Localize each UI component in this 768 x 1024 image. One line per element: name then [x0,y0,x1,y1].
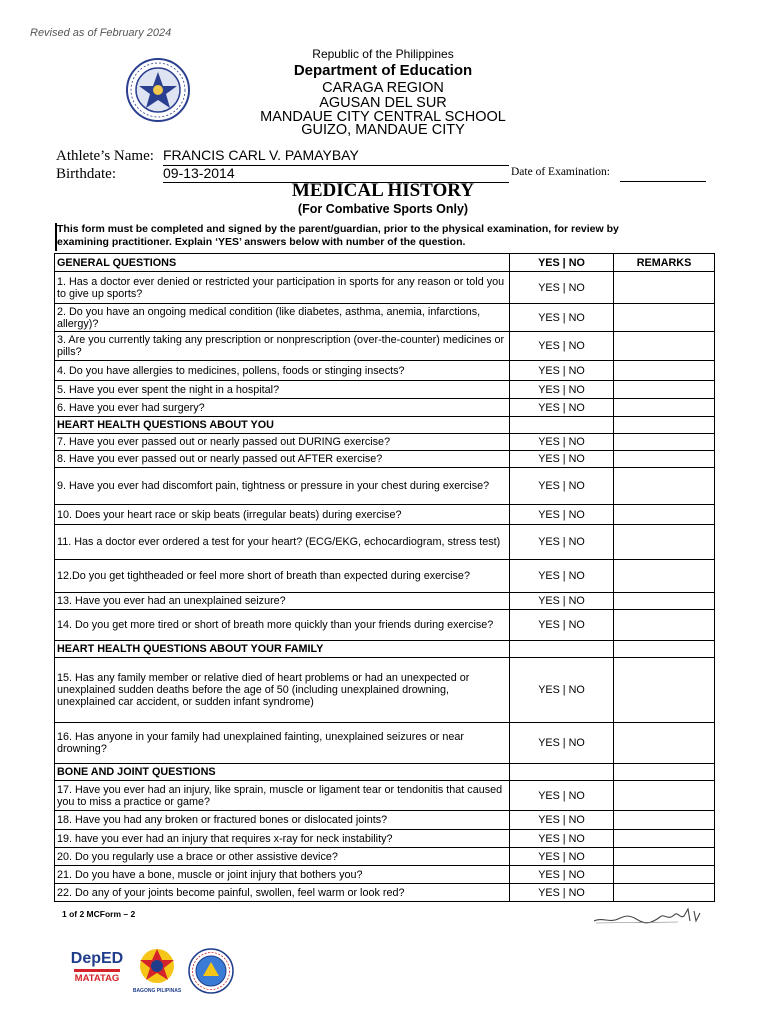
remarks-cell[interactable] [614,304,715,332]
col-question-header: GENERAL QUESTIONS [55,254,510,272]
table-row [55,272,715,304]
yes-no-answer[interactable]: YES | NO [510,434,614,451]
question-text: 10. Does your heart race or skip beats (irregular beats) during exercise? [55,505,510,525]
question-text: 21. Do you have a bone, muscle or joint injury that bothers you? [55,866,510,884]
yes-no-answer[interactable]: YES | NO [510,866,614,884]
bagong-pilipinas-text: BAGONG PILIPINAS [132,988,182,994]
question-text: 4. Do you have allergies to medicines, pollens, foods or stinging insects? [55,361,510,381]
yes-no-answer[interactable]: YES | NO [510,505,614,525]
question-text: 6. Have you ever had surgery? [55,399,510,417]
revision-note: Revised as of February 2024 [30,27,172,39]
table-row [55,381,715,399]
header-region: CARAGA REGION [322,80,444,96]
question-text: 3. Are you currently taking any prescription or nonprescription (over-the-counter) medicines or pills? [55,332,510,361]
table-row [55,304,715,332]
athlete-name-field[interactable]: FRANCIS CARL V. PAMAYBAY [163,147,509,166]
section-title: HEART HEALTH QUESTIONS ABOUT YOU [55,417,510,434]
page-footer: 1 of 2 MCForm – 2 [62,909,136,919]
remarks-cell[interactable] [614,525,715,560]
yes-no-answer[interactable]: YES | NO [510,848,614,866]
yes-no-answer[interactable]: YES | NO [510,781,614,811]
header-school: MANDAUE CITY CENTRAL SCHOOL [260,109,506,125]
remarks-cell[interactable] [614,610,715,641]
col-yesno-header: YES | NO [510,254,614,272]
yes-no-answer[interactable]: YES | NO [510,723,614,764]
table-row [55,658,715,723]
table-row [55,830,715,848]
question-text: 13. Have you ever had an unexplained seizure? [55,593,510,610]
section-header-row [55,417,715,434]
question-text: 9. Have you ever had discomfort pain, tightness or pressure in your chest during exercise? [55,468,510,505]
yes-no-answer[interactable]: YES | NO [510,381,614,399]
yes-no-answer[interactable]: YES | NO [510,361,614,381]
header-republic: Republic of the Philippines [312,47,454,61]
question-text: 8. Have you ever passed out or nearly passed out AFTER exercise? [55,451,510,468]
table-row [55,525,715,560]
remarks-cell[interactable] [614,781,715,811]
remarks-cell[interactable] [614,381,715,399]
remarks-cell[interactable] [614,658,715,723]
yes-no-answer[interactable]: YES | NO [510,830,614,848]
yes-no-answer [510,417,614,434]
question-text: 18. Have you had any broken or fractured bones or dislocated joints? [55,811,510,830]
table-row [55,468,715,505]
table-row [55,811,715,830]
remarks-cell[interactable] [614,830,715,848]
remarks-cell[interactable] [614,811,715,830]
remarks-cell[interactable] [614,866,715,884]
remarks-cell[interactable] [614,468,715,505]
yes-no-answer[interactable]: YES | NO [510,560,614,593]
section-header-row [55,764,715,781]
remarks-cell [614,417,715,434]
table-row [55,505,715,525]
question-text: 20. Do you regularly use a brace or other assistive device? [55,848,510,866]
yes-no-answer[interactable]: YES | NO [510,272,614,304]
table-row [55,399,715,417]
athlete-name-label: Athlete’s Name: [56,148,154,164]
footer-logos [68,946,238,998]
form-subtitle: (For Combative Sports Only) [297,202,469,216]
table-row [55,866,715,884]
table-row [55,610,715,641]
question-text: 7. Have you ever passed out or nearly passed out DURING exercise? [55,434,510,451]
exam-date-field[interactable] [620,166,706,182]
table-row [55,723,715,764]
birthdate-field[interactable]: 09-13-2014 [163,165,509,183]
header-address: GUIZO, MANDAUE CITY [301,122,465,138]
yes-no-answer[interactable]: YES | NO [510,468,614,505]
yes-no-answer[interactable]: YES | NO [510,451,614,468]
remarks-cell[interactable] [614,434,715,451]
remarks-cell[interactable] [614,361,715,381]
table-row [55,332,715,361]
yes-no-answer[interactable]: YES | NO [510,304,614,332]
table-row [55,451,715,468]
yes-no-answer[interactable]: YES | NO [510,525,614,560]
yes-no-answer[interactable]: YES | NO [510,884,614,902]
remarks-cell[interactable] [614,593,715,610]
section-title: HEART HEALTH QUESTIONS ABOUT YOUR FAMILY [55,641,510,658]
remarks-cell[interactable] [614,399,715,417]
col-remarks-header: REMARKS [614,254,715,272]
question-text: 5. Have you ever spent the night in a hospital? [55,381,510,399]
yes-no-answer [510,641,614,658]
remarks-cell[interactable] [614,451,715,468]
section-title: BONE AND JOINT QUESTIONS [55,764,510,781]
yes-no-answer[interactable]: YES | NO [510,658,614,723]
question-text: 14. Do you get more tired or short of breath more quickly than your friends during exercise? [55,610,510,641]
signature-icon [590,903,710,929]
instructions: This form must be completed and signed by the parent/guardian, prior to the physical examination, for review by examining practitioner. Explain ‘YES’ answers below with number of the question. [57,223,619,248]
yes-no-answer[interactable]: YES | NO [510,332,614,361]
question-text: 22. Do any of your joints become painful, swollen, feel warm or look red? [55,884,510,902]
header-division: AGUSAN DEL SUR [319,95,447,111]
matatag-logo: MATATAG [74,973,120,984]
table-row [55,848,715,866]
birthdate-label: Birthdate: [56,166,116,182]
exam-date-label: Date of Examination: [511,166,610,178]
questions-table [54,253,715,902]
question-text: 17. Have you ever had an injury, like sprain, muscle or ligament tear or tendonitis that caused you to miss a practice or game? [55,781,510,811]
yes-no-answer[interactable]: YES | NO [510,811,614,830]
remarks-cell [614,764,715,781]
section-header-row [55,641,715,658]
header-department: Department of Education [293,62,473,79]
table-row [55,361,715,381]
table-row [55,781,715,811]
yes-no-answer[interactable]: YES | NO [510,593,614,610]
form-title: MEDICAL HISTORY [291,180,475,201]
remarks-cell [614,641,715,658]
question-text: 11. Has a doctor ever ordered a test for your heart? (ECG/EKG, echocardiogram, stress test) [55,525,510,560]
remarks-cell[interactable] [614,560,715,593]
remarks-cell[interactable] [614,723,715,764]
remarks-cell[interactable] [614,884,715,902]
remarks-cell[interactable] [614,332,715,361]
yes-no-answer [510,764,614,781]
table-header-row [55,254,715,272]
yes-no-answer[interactable]: YES | NO [510,399,614,417]
question-text: 12.Do you get tightheaded or feel more short of breath than expected during exercise? [55,560,510,593]
question-text: 2. Do you have an ongoing medical condition (like diabetes, asthma, anemia, infarctions, allergy)? [55,304,510,332]
table-row [55,884,715,902]
remarks-cell[interactable] [614,848,715,866]
deped-logo: DepED [70,950,124,967]
question-text: 19. have you ever had an injury that requires x-ray for neck instability? [55,830,510,848]
question-text: 1. Has a doctor ever denied or restricted your participation in sports for any reason or told you to give up sports? [55,272,510,304]
table-row [55,593,715,610]
deped-seal-icon [126,58,190,122]
table-row [55,434,715,451]
remarks-cell[interactable] [614,272,715,304]
bagong-pilipinas-icon [132,946,182,994]
question-text: 15. Has any family member or relative died of heart problems or had an unexpected or unexplained sudden deaths before the age of 50 (including unexplained drowning, unexplained car accident, or sudden infant syndrome) [55,658,510,723]
yes-no-answer[interactable]: YES | NO [510,610,614,641]
remarks-cell[interactable] [614,505,715,525]
table-row [55,560,715,593]
school-seal-icon [188,948,234,994]
question-text: 16. Has anyone in your family had unexplained fainting, unexplained seizures or near drowning? [55,723,510,764]
